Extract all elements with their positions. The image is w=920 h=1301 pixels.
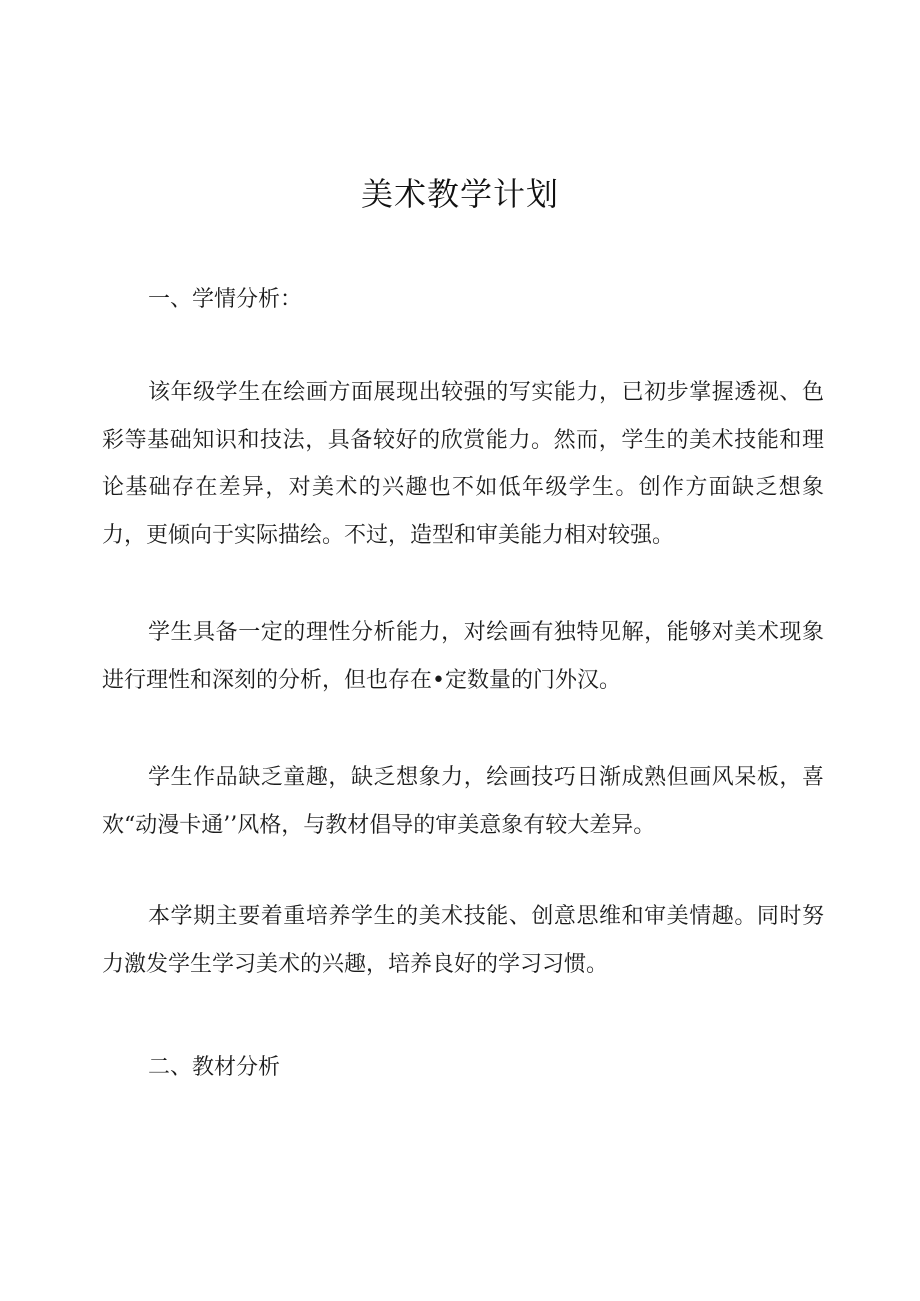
section-heading-student-analysis: 一、学情分析： — [148, 287, 303, 312]
paragraph-1: 该年级学生在绘画方面展现出较强的写实能力，已初步掌握透视、色彩等基础知识和技法，具备较好的欣赏能力。然而，学生的美术技能和理论基础存在差异，对美术的兴趣也不如低年级学生。创作方面缺乏想象力，更倾向于实际描绘。不过，造型和审美能力相对较强。 — [102, 380, 824, 548]
paragraph-2: 学生具备一定的理性分析能力，对绘画有独特见解，能够对美术现象进行理性和深刻的分析，但也存在•定数量的门外汉。 — [102, 620, 824, 693]
page-title: 美术教学计划 — [360, 175, 559, 213]
section-heading-textbook-analysis: 二、教材分析 — [148, 1055, 281, 1080]
paragraph-4: 本学期主要着重培养学生的美术技能、创意思维和审美情趣。同时努力激发学生学习美术的兴趣，培养良好的学习习惯。 — [102, 904, 824, 977]
paragraph-3: 学生作品缺乏童趣，缺乏想象力，绘画技巧日渐成熟但画风呆板，喜欢“动漫卡通’’风格，与教材倡导的审美意象有较大差异。 — [102, 765, 824, 838]
